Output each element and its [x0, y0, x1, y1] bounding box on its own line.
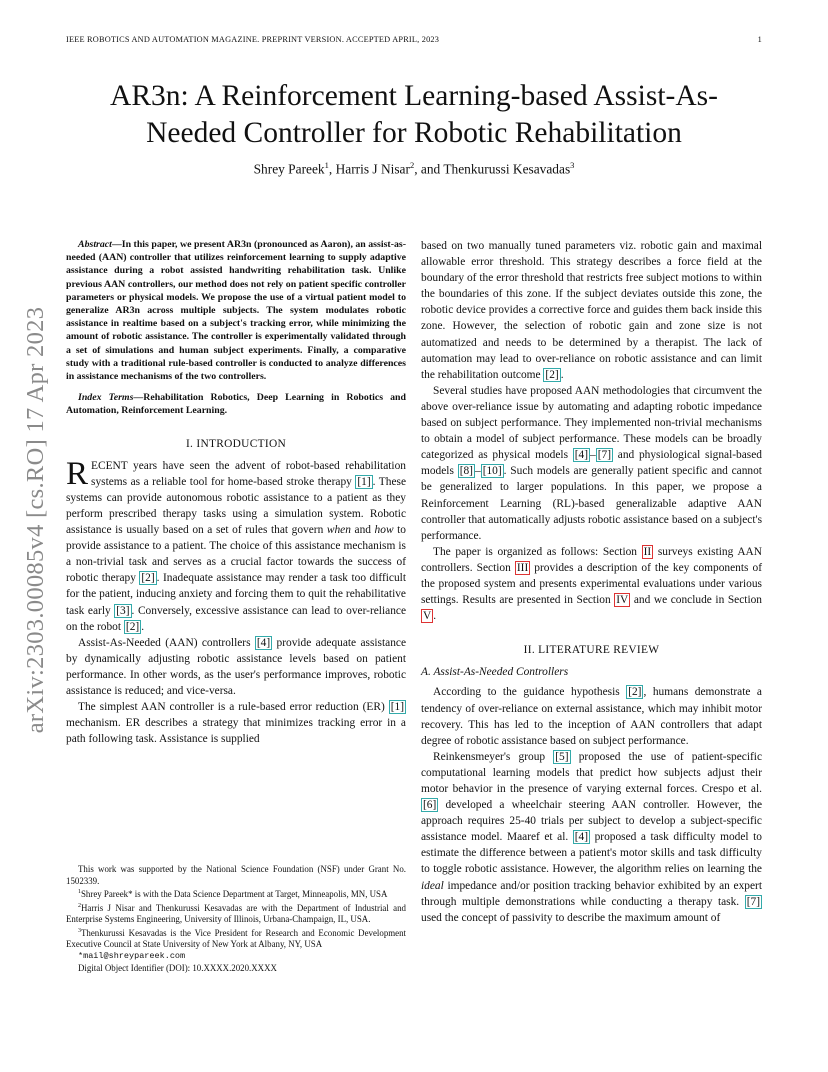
section-heading-literature-review: II. LITERATURE REVIEW	[523, 644, 660, 657]
body-paragraph	[421, 383, 762, 544]
citation-link[interactable]: [10]	[482, 465, 502, 478]
text-run: proposed the use of patient-specific computational learning models that predict how subjects adjust their motor behavior in the presence of varying external forces. Crespo et al.	[421, 750, 762, 795]
citation-link[interactable]: [6]	[423, 799, 437, 812]
body-paragraph	[421, 684, 762, 748]
citation-link[interactable]: [4]	[574, 831, 589, 844]
citation-link[interactable]: [1]	[357, 475, 371, 488]
index-terms-label: Index Terms	[78, 392, 134, 404]
affiliation-mark: 3	[570, 160, 575, 170]
text-run: and	[350, 524, 375, 537]
text-run: mechanism. ER describes a strategy that minimizes tracking error in a path following task. Assistance is supplied	[66, 717, 406, 746]
text-run: provides a description of the key components of the proposed system and presents experimental evaluations under various settings. Results are presented in Section	[421, 561, 763, 607]
text-run: .	[560, 368, 564, 381]
footnote-text: Thenkurussi Kesavadas is the Vice President for Research and Economic Development Executive Council at State University of New York at Albany, NY, USA	[66, 927, 406, 950]
footnote	[66, 926, 406, 951]
body-paragraph	[421, 544, 762, 624]
text-run: to provide assistance to a patient. The choice of this assistance mechanism is a non-trivial task and serves as a crucial factor towards the success of robotic therapy	[66, 524, 406, 585]
text-run: . Inadequate assistance may render a task too difficult for the patient, inducing anxiety and forcing them to quit the rehabilitative task early	[66, 572, 406, 617]
text-run: based on two manually tuned parameters viz. robotic gain and maximal allowable error threshold. This strategy describes a force field at the boundary of the error threshold that restricts free subject motions to within the boundaries of this zone. If the subject deviates outside this zone, the robotic device provides a corrective force and guides them back inside this zone. However, the selection of robotic gain and zone size is not automatized and needs to be determined by a therapist. The lack of automation may lead to over-reliance on robotic assistance and can limit the rehabilitation outcome	[421, 240, 762, 381]
text-run: Assist-As-Needed (AAN) controllers	[78, 636, 255, 649]
paper-title: AR3n: A Reinforcement Learning-based Assist-As-Needed Controller for Robotic Rehabilitation	[110, 80, 718, 149]
footnote-text: Harris J Nisar and Thenkurussi Kesavadas are with the Department of Industrial and Enterprise Systems Engineering, University of Illinois, Urbana-Champaign, IL, USA.	[66, 902, 406, 925]
doi-line: Digital Object Identifier (DOI): 10.XXXX.2020.XXXX	[78, 962, 277, 973]
citation-link[interactable]: [7]	[746, 895, 760, 908]
section-ref-link[interactable]: III	[516, 561, 529, 574]
emphasis: ideal	[421, 879, 444, 892]
text-run: , humans demonstrate a tendency of over-reliance on external assistance, which may inhibit motor recovery. This has led to the inception of AAN controllers that adapt degree of robotic assistance based on subject performance.	[421, 686, 762, 747]
subsection-heading: A. Assist-As-Needed Controllers	[421, 666, 569, 679]
section-ref-link[interactable]: II	[643, 545, 652, 558]
body-paragraph	[421, 749, 762, 926]
text-run: and physiological signal-based models	[421, 449, 762, 478]
text-run: According to the guidance hypothesis	[433, 686, 627, 699]
citation-link[interactable]: [2]	[545, 368, 559, 381]
running-header	[66, 35, 762, 44]
citation-link[interactable]: [4]	[574, 449, 589, 462]
text-run: impedance and/or position tracking behavior exhibited by an expert through multiple demonstrations while conducting a therapy task.	[421, 879, 762, 908]
author-name: Thenkurussi Kesavadas	[443, 161, 571, 177]
abstract-text: —In this paper, we present AR3n (pronounced as Aaron), an assist-as-needed (AAN) controller that utilizes reinforcement learning to supply adaptive assistance during a robot assisted handwriting rehabilitation task. Unlike previous AAN controllers, our method does not rely on patient specific controller parameters or physical models. We propose the use of a virtual patient model to generalize AR3n across multiple subjects. The system modulates robotic assistance in realtime based on a subject's tracking error, while minimizing the amount of robotic assistance. The controller is experimentally validated through a set of simulations and human subject experiments. Finally, a comparative study with a traditional rule-based controller is conducted to analyze differences in assistance mechanisms of the two controllers.	[66, 239, 406, 383]
text-run: Reinkensmeyer's group	[433, 750, 554, 763]
left-column	[66, 238, 406, 747]
affiliation-mark: 1	[324, 160, 329, 170]
footnote-text: Shrey Pareek* is with the Data Science Department at Target, Minneapolis, MN, USA	[81, 889, 388, 900]
page-number: 1	[757, 35, 762, 44]
footnote-mark: 3	[78, 927, 81, 934]
text-run: proposed a task difficulty model to estimate the difference between a patient's motor skills and task difficulty to toggle robotic assistance. However, the algorithm relies on learning the	[421, 831, 762, 876]
text-run: . These systems can provide autonomous robotic assistance to a patient as they perform prescribed therapy tasks using a simulation system. Robotic assistance is usually based on a set of rules that govern	[66, 475, 406, 537]
section-ref-link[interactable]: IV	[616, 594, 629, 607]
drop-cap: R	[66, 455, 89, 492]
text-run: and we conclude in Section	[630, 594, 763, 607]
emphasis: how	[374, 524, 394, 537]
citation-link[interactable]: [5]	[555, 750, 569, 763]
intro-paragraph	[66, 699, 406, 747]
footnote	[66, 901, 406, 926]
contact-email[interactable]: *mail@shreypareek.com	[78, 951, 186, 962]
text-run: .	[433, 610, 437, 623]
author-name: Harris J Nisar	[335, 161, 410, 177]
citation-link[interactable]: [2]	[628, 686, 642, 699]
abstract	[66, 238, 406, 383]
text-run: . Conversely, excessive assistance can lead to over-reliance on the robot	[66, 604, 406, 633]
author-list	[66, 160, 762, 177]
index-terms	[66, 391, 406, 417]
author-separator: , and	[414, 161, 444, 177]
citation-link[interactable]: [3]	[116, 604, 130, 617]
text-run: –	[590, 449, 596, 462]
author-name: Shrey Pareek	[253, 161, 325, 177]
abstract-label: Abstract	[78, 239, 112, 250]
text-run: Several studies have proposed AAN methodologies that circumvent the above over-reliance issue by automating and adapting robotic impedance based on subject performance. They implemented non-trivial mechanisms to obtain a model of subject performance. These models can be broadly categorized as physical models	[421, 384, 762, 462]
citation-link[interactable]: [1]	[390, 701, 404, 714]
affiliation-mark: 2	[409, 160, 415, 170]
footnote-mark: 2	[78, 902, 81, 909]
text-run: used the concept of passivity to describe the maximum amount of	[421, 911, 721, 924]
text-run: The simplest AAN controller is a rule-based error reduction (ER)	[78, 701, 389, 714]
citation-link[interactable]: [2]	[141, 572, 155, 585]
arxiv-sidebar	[0, 0, 70, 1072]
footnotes	[66, 864, 406, 974]
footnote	[66, 887, 406, 901]
text-run: –	[474, 465, 481, 478]
text-run: .	[141, 620, 145, 633]
text-run: . Such models are generally patient specific and cannot be generalized to larger populations. In this paper, we propose a Reinforcement Learning (RL)-based generalizable adaptive AAN controller that automatically adjusts robotic assistance based on a subject's performance.	[421, 465, 762, 542]
citation-link[interactable]: [4]	[256, 636, 271, 649]
section-ref-link[interactable]: V	[423, 610, 432, 623]
text-run: developed a wheelchair steering AAN controller. However, the approach requires 25-40 trials per subject to develop a subject-specific assistance model. Maaref et al.	[421, 799, 762, 844]
section-heading-introduction: I. INTRODUCTION	[185, 437, 287, 450]
footnote-mark: 1	[78, 889, 81, 896]
intro-paragraph	[66, 455, 406, 635]
funding-note: This work was supported by the National Science Foundation (NSF) under Grant No. 1502339.	[66, 864, 406, 886]
body-paragraph	[421, 238, 762, 383]
text-run: ECENT years have seen the advent of robot-based rehabilitation systems as a reliable tool for home-based stroke therapy	[91, 459, 406, 488]
arxiv-identifier[interactable]: arXiv:2303.00085v4 [cs.RO] 17 Apr 2023	[22, 306, 49, 734]
citation-link[interactable]: [7]	[597, 449, 612, 462]
index-terms-text: —Rehabilitation Robotics, Deep Learning in Robotics and Automation, Reinforcement Learning.	[66, 392, 407, 417]
citation-link[interactable]: [8]	[459, 465, 473, 478]
author-separator: ,	[328, 161, 336, 177]
emphasis: when	[326, 524, 351, 537]
text-run: provide adequate assistance by dynamically adjusting robotic assistance levels based on patient performance. In other words, as the user's performance improves, robotic assistance is reduced; and vice-versa.	[66, 636, 406, 698]
right-column	[421, 238, 762, 926]
text-run: surveys existing AAN controllers. Section	[421, 545, 762, 574]
intro-paragraph	[66, 635, 406, 699]
text-run: The paper is organized as follows: Section	[433, 545, 642, 558]
journal-line: IEEE ROBOTICS AND AUTOMATION MAGAZINE. PREPRINT VERSION. ACCEPTED APRIL, 2023	[66, 35, 440, 44]
citation-link[interactable]: [2]	[125, 620, 140, 633]
